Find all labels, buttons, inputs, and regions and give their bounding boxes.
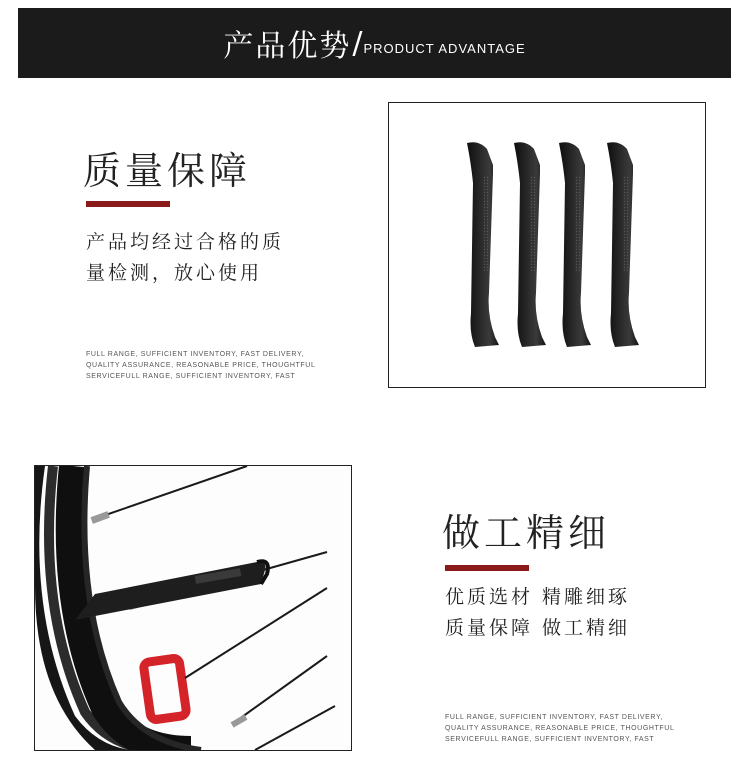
section2-body-line: 质量保障 做工精细: [445, 617, 631, 639]
tire-lever-on-wheel-icon: [35, 466, 351, 750]
section1-small-line: QUALITY ASSURANCE, REASONABLE PRICE, THOUGHTFUL: [86, 362, 316, 369]
section1-body-line: 量检测，放心使用: [86, 262, 263, 284]
section2-small-line: FULL RANGE, SUFFICIENT INVENTORY, FAST DELIVERY,: [445, 714, 663, 721]
section1-small-line: FULL RANGE, SUFFICIENT INVENTORY, FAST DELIVERY,: [86, 351, 304, 358]
product-photo: [388, 102, 706, 388]
section1-body-line: 产品均经过合格的质: [86, 231, 285, 253]
section1-small-line: SERVICEFULL RANGE, SUFFICIENT INVENTORY, FAST: [86, 373, 296, 380]
section2-english-copy: [445, 712, 674, 745]
section1-body: [86, 227, 284, 289]
tire-lever: [559, 142, 591, 347]
header-banner: [18, 8, 731, 78]
section1-title: 质量保障: [83, 149, 252, 193]
section1-english-copy: [86, 349, 315, 382]
usage-photo: [34, 465, 352, 751]
tire-levers-four-icon: [389, 103, 705, 387]
tire-lever: [514, 142, 546, 347]
section2-body: [445, 582, 630, 644]
section2-small-line: SERVICEFULL RANGE, SUFFICIENT INVENTORY, FAST: [445, 736, 655, 743]
header-separator: /: [352, 25, 363, 61]
section2-title: 做工精细: [442, 511, 611, 555]
section2-accent-rule: [445, 565, 529, 571]
section1-accent-rule: [86, 201, 170, 207]
header-title-cn: 产品优势: [223, 29, 352, 64]
section2-body-line: 优质选材 精雕细琢: [445, 586, 631, 608]
tire-lever: [467, 142, 499, 347]
section2-small-line: QUALITY ASSURANCE, REASONABLE PRICE, THOUGHTFUL: [445, 725, 675, 732]
tire-lever: [607, 142, 639, 347]
header-title-en: PRODUCT ADVANTAGE: [363, 40, 526, 56]
